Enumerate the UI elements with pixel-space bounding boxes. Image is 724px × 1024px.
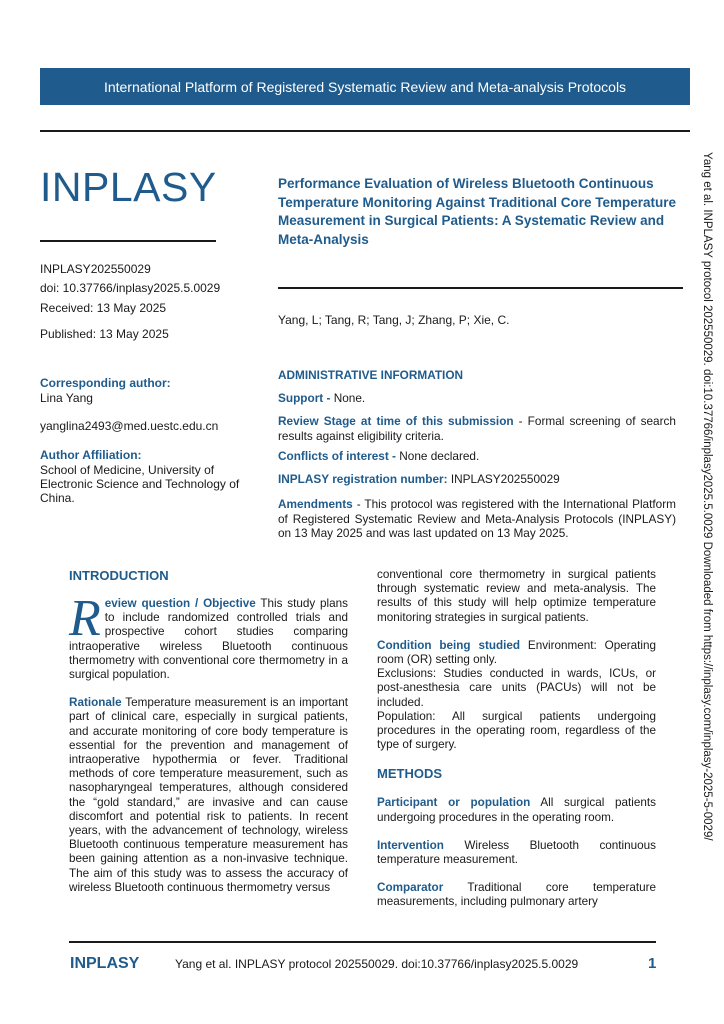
admin-heading [278,368,676,383]
participant-label: Participant or population [377,796,531,810]
comparator-text: Traditional core temperature measurements, including pulmonary artery [377,881,656,909]
conflicts-value: None declared. [395,449,480,463]
participant-paragraph [377,796,656,824]
logo-rule [40,240,216,242]
intervention-label: Intervention [377,838,444,852]
support-value: None. [330,391,366,405]
footer-logo: INPLASY [70,955,140,972]
review-question-text: This study plans to include randomized controlled trials and prospective cohort studies comparing intraoperative wireless Bluetooth continuous thermometry with conventional core thermometry in a surgical population. [69,597,348,682]
affiliation-heading: Author Affiliation: [40,448,142,462]
methods-heading-text: METHODS [377,766,442,782]
paper-title: Performance Evaluation of Wireless Bluetooth Continuous Temperature Monitoring Against Traditional Core Temperature Measurement in Surgical Patients: A Systematic Review and Meta-Analysis [278,176,677,247]
authors: Yang, L; Tang, R; Tang, J; Zhang, P; Xie, C. [278,313,510,327]
population-paragraph: Population: All surgical patients undergoing procedures in the operating room, regardless of the type of surgery. [377,709,656,752]
rationale-text: Temperature measurement is an important part of clinical care, especially in surgical patients, and accurate monitoring of core body temperature is essential for the prevention and management of intraoperative hypothermia or fever. Traditional methods of core temperature measurement, such as nasopharyngeal temperatures, although considered the “gold standard,” are invasive and can cause discomfort and potential risk to patients. In recent years, with the advancement of technology, wireless Bluetooth continuous temperature measurement has been gaining attention as a non-invasive technique. The aim of this study was to assess the accuracy of wireless Bluetooth continuous thermometry versus [69,696,348,894]
intervention-paragraph [377,839,656,867]
meta-doi: doi: 10.37766/inplasy2025.5.0029 [40,281,221,295]
participant-text: All surgical patients undergoing procedures in the operating room. [377,796,656,824]
corresponding-heading: Corresponding author: [40,376,171,390]
page-number: 1 [648,955,657,972]
regnum-value: INPLASY202550029 [447,472,560,486]
left-column [69,590,348,909]
amend-value: - This protocol was registered with the International Platform of Registered Systematic Review and Meta-Analysis Protocols (INPLASY) on 13 May 2025 and was last updated on 13 May 2025. [278,497,676,540]
rationale-label: Rationale [69,696,122,710]
exclusions-paragraph: Exclusions: Studies conducted in wards, ICUs, or post-anesthesia care units (PACUs) will not be included. [377,667,656,709]
intervention-text: Wireless Bluetooth continuous temperature measurement. [377,838,656,867]
comparator-label: Comparator [377,881,444,895]
admin-heading-text: ADMINISTRATIVE INFORMATION [278,368,464,382]
review-question-label: eview question / Objective [104,597,256,610]
top-rule [40,130,690,132]
banner-text: International Platform of Registered Systematic Review and Meta-analysis Protocols [103,78,627,95]
regnum-label: INPLASY registration number: [278,472,448,486]
admin-stage [278,414,676,443]
admin-regnum [278,472,676,487]
comparator-paragraph [377,881,656,909]
review-question-paragraph [69,590,348,682]
footer-rule [69,941,656,943]
admin-amendments [278,497,676,541]
header-banner [40,68,690,105]
support-label: Support - [278,391,331,405]
methods-heading [377,766,656,782]
side-citation: Yang et al. INPLASY protocol 202550029. doi:10.37766/inplasy2025.5.0029 Downloaded from https://inplasy.com/inplasy-2025-5-0029/ [701,152,713,841]
meta-id: INPLASY202550029 [40,262,151,276]
admin-support [278,391,676,406]
footer-citation: Yang et al. INPLASY protocol 202550029. doi:10.37766/inplasy2025.5.0029 [175,957,579,971]
continuation-paragraph: conventional core thermometry in surgical patients through systematic review and meta-analysis. The results of this study will help optimize temperature monitoring strategies in surgical patients. [377,568,656,624]
stage-value: - Formal screening of search results against eligibility criteria. [278,414,676,443]
rationale-paragraph [69,696,348,895]
corresponding-name: Lina Yang [40,391,93,405]
conflicts-label: Conflicts of interest - [278,449,396,463]
stage-label: Review Stage at time of this submission [278,414,514,428]
amend-label: Amendments [278,497,353,511]
condition-text: Environment: Operating room (OR) setting only. [377,638,656,667]
introduction-heading: INTRODUCTION [69,568,169,583]
corresponding-email[interactable]: yanglina2493@med.uestc.edu.cn [40,419,219,433]
condition-label: Condition being studied [377,638,521,652]
inplasy-logo: INPLASY [40,164,217,210]
title-rule [278,287,683,289]
drop-cap: R [69,590,101,647]
meta-received: Received: 13 May 2025 [40,301,167,315]
meta-published: Published: 13 May 2025 [40,327,169,341]
affiliation-text: School of Medicine, University of Electronic Science and Technology of China. [40,463,240,505]
condition-paragraph [377,639,656,667]
admin-conflicts [278,449,676,464]
right-column [377,568,656,924]
